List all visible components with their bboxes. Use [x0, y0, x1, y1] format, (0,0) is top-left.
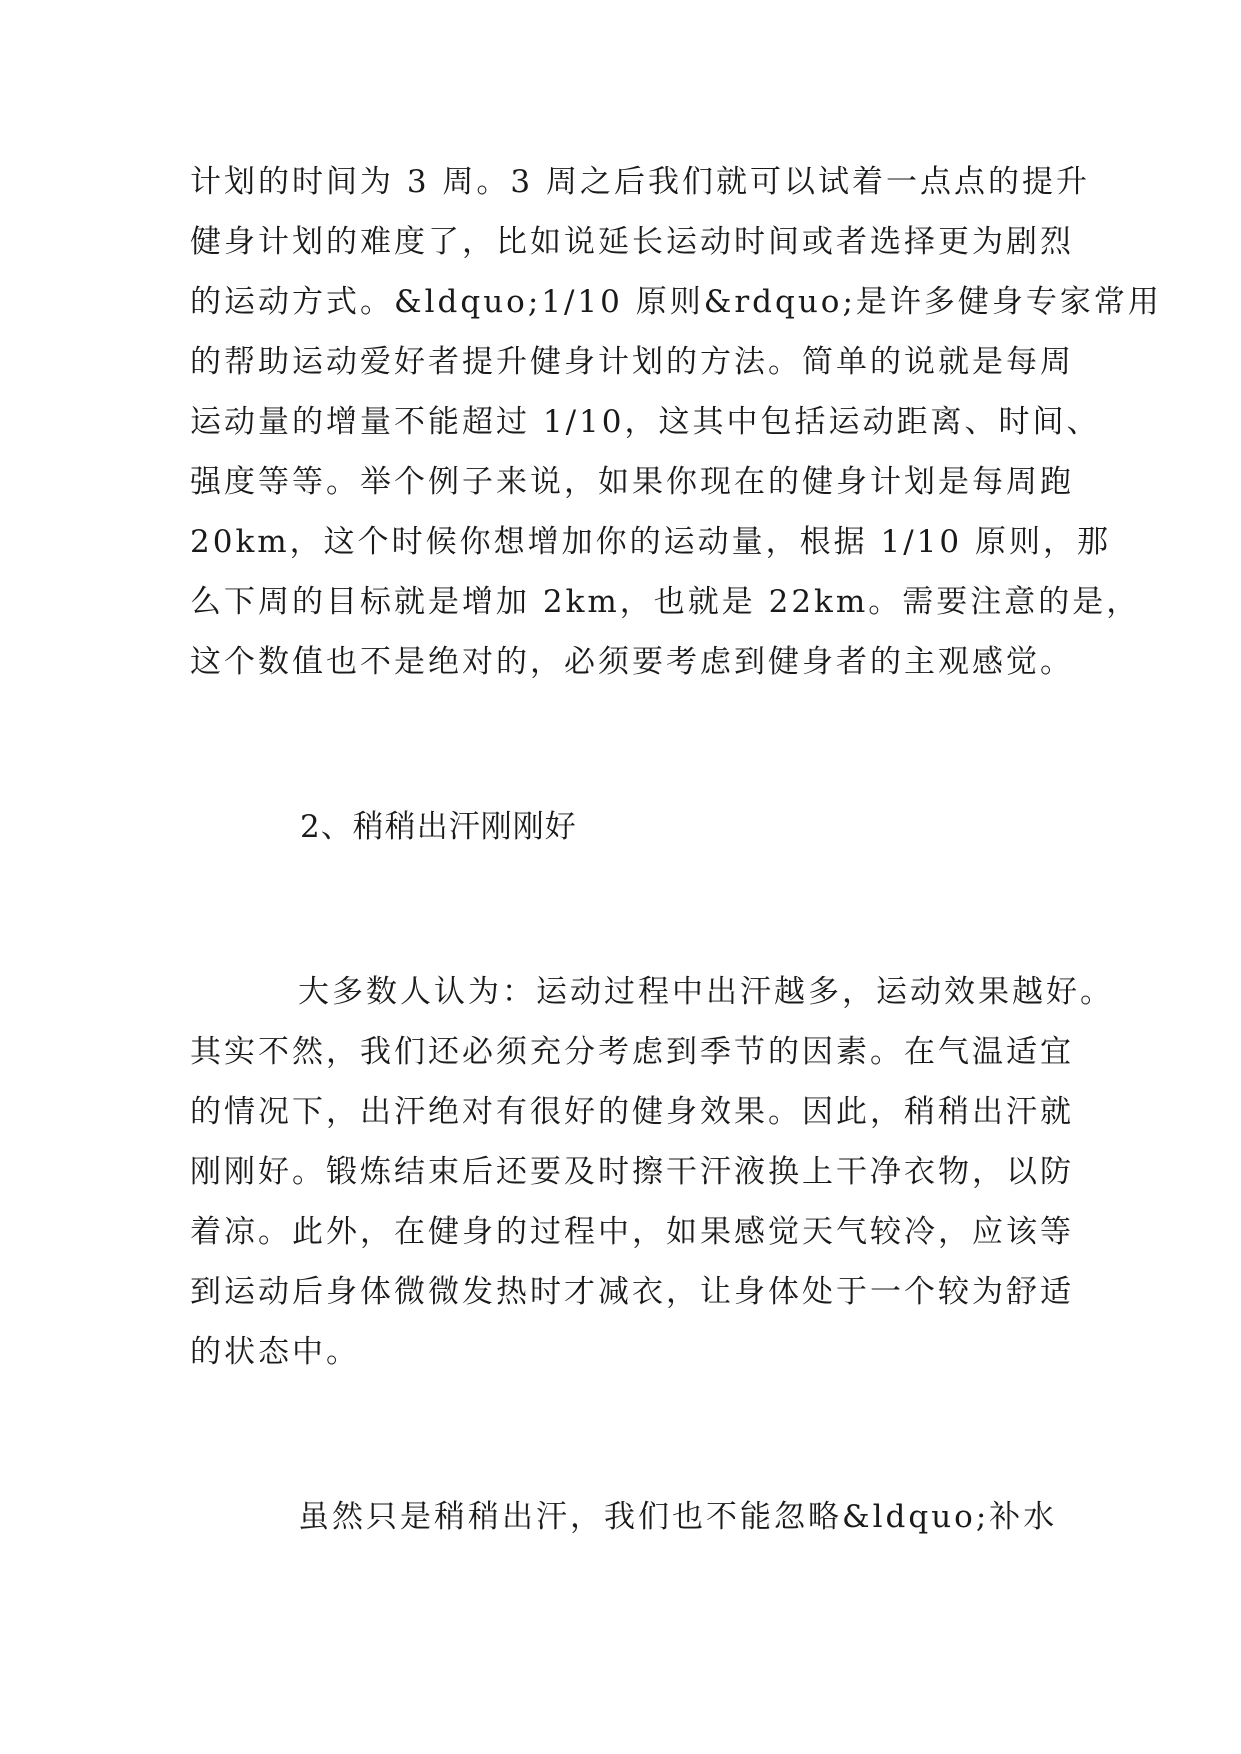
- text-line: 刚刚好。锻炼结束后还要及时擦干汗液换上干净衣物，以防: [190, 1154, 1074, 1190]
- text-line: 运动量的增量不能超过 1/10，这其中包括运动距离、时间、: [190, 404, 1101, 440]
- text-line: 计划的时间为 3 周。3 周之后我们就可以试着一点点的提升: [190, 164, 1091, 200]
- text-line: 么下周的目标就是增加 2km，也就是 22km。需要注意的是，: [190, 584, 1141, 620]
- text-line: 虽然只是稍稍出汗，我们也不能忽略&ldquo;补水: [298, 1499, 1058, 1535]
- text-line: 健身计划的难度了，比如说延长运动时间或者选择更为剧烈: [190, 224, 1074, 260]
- text-line: 强度等等。举个例子来说，如果你现在的健身计划是每周跑: [190, 464, 1074, 500]
- text-line: 的运动方式。&ldquo;1/10 原则&rdquo;是许多健身专家常用: [190, 284, 1162, 320]
- text-line: 20km，这个时候你想增加你的运动量，根据 1/10 原则，那: [190, 524, 1111, 560]
- text-line: 着凉。此外，在健身的过程中，如果感觉天气较冷，应该等: [190, 1214, 1074, 1250]
- text-line: 其实不然，我们还必须充分考虑到季节的因素。在气温适宜: [190, 1034, 1074, 1070]
- text-line: 的情况下，出汗绝对有很好的健身效果。因此，稍稍出汗就: [190, 1094, 1074, 1130]
- section-heading: 2、稍稍出汗刚刚好: [300, 809, 577, 845]
- text-line: 大多数人认为：运动过程中出汗越多，运动效果越好。: [298, 974, 1114, 1010]
- text-line: 的帮助运动爱好者提升健身计划的方法。简单的说就是每周: [190, 344, 1074, 380]
- text-line: 的状态中。: [190, 1334, 360, 1370]
- text-line: 到运动后身体微微发热时才减衣，让身体处于一个较为舒适: [190, 1274, 1074, 1310]
- text-line: 这个数值也不是绝对的，必须要考虑到健身者的主观感觉。: [190, 644, 1074, 680]
